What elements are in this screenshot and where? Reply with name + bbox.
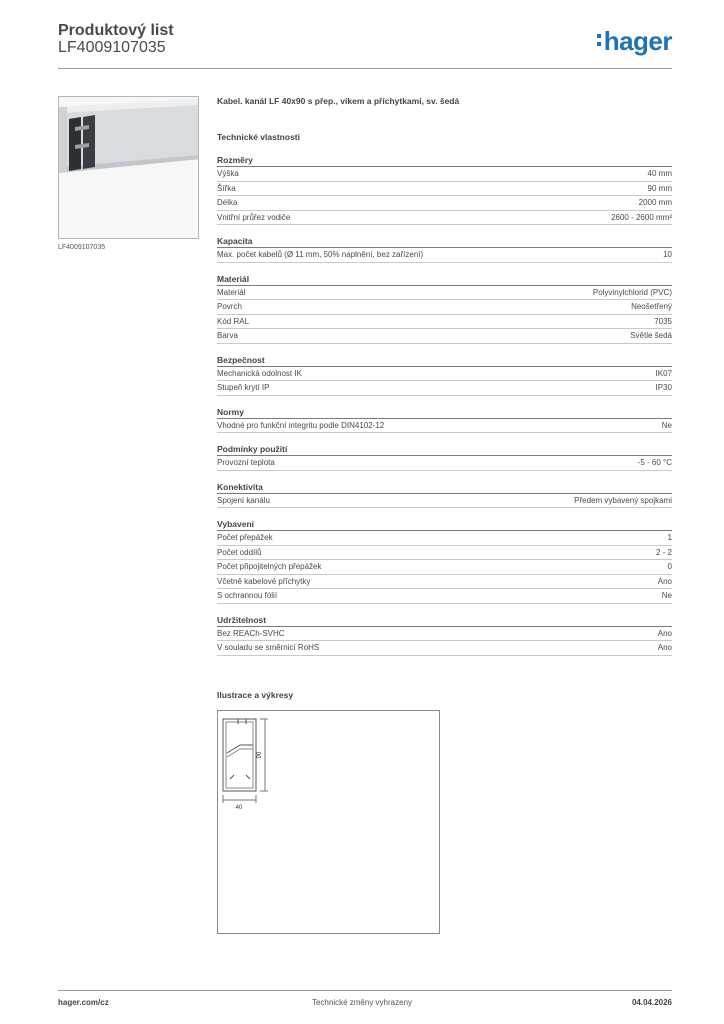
spec-value: -5 - 60 °C bbox=[637, 458, 672, 467]
spec-value: Neošetřený bbox=[631, 302, 672, 311]
spec-value: Ne bbox=[661, 591, 672, 600]
spec-label: Barva bbox=[217, 331, 238, 340]
spec-value: 2600 - 2600 mm² bbox=[611, 212, 672, 222]
spec-row bbox=[217, 589, 672, 604]
spec-value: 10 bbox=[663, 250, 672, 259]
spec-row bbox=[217, 286, 672, 301]
spec-section bbox=[217, 518, 672, 604]
spec-row bbox=[217, 627, 672, 642]
spec-section bbox=[217, 354, 672, 396]
spec-value: 2000 mm bbox=[638, 198, 672, 207]
spec-row bbox=[217, 641, 672, 656]
spec-value: 0 bbox=[667, 562, 672, 571]
spec-label: V souladu se směrnicí RoHS bbox=[217, 643, 320, 652]
spec-value: IP30 bbox=[655, 383, 672, 392]
spec-row bbox=[217, 560, 672, 575]
spec-label: Počet přepážek bbox=[217, 533, 273, 542]
spec-value: 40 mm bbox=[647, 169, 672, 178]
spec-label: Šířka bbox=[217, 183, 236, 193]
product-code: LF4009107035 bbox=[58, 39, 166, 56]
spec-row bbox=[217, 329, 672, 344]
section-title: Vybavení bbox=[217, 518, 672, 531]
photo-caption: LF4009107035 bbox=[58, 244, 106, 251]
spec-sections bbox=[217, 154, 672, 656]
spec-value: 1 bbox=[667, 533, 672, 542]
spec-label: Povrch bbox=[217, 302, 242, 311]
section-title: Bezpečnost bbox=[217, 354, 672, 367]
spec-label: S ochrannou fólií bbox=[217, 591, 278, 600]
spec-label: Počet připojitelných přepážek bbox=[217, 562, 322, 571]
section-title: Rozměry bbox=[217, 154, 672, 167]
spec-value: Ne bbox=[661, 420, 672, 430]
spec-row bbox=[217, 381, 672, 396]
product-photo bbox=[58, 96, 199, 239]
spec-label: Spojení kanálu bbox=[217, 495, 270, 505]
spec-value: 2 - 2 bbox=[655, 547, 672, 557]
footer-date: 04.04.2026 bbox=[631, 998, 672, 1007]
section-title: Konektivita bbox=[217, 481, 672, 494]
page-title: Produktový list bbox=[58, 22, 174, 39]
dim-width-label: 40 bbox=[235, 805, 243, 811]
spec-value: Světle šedá bbox=[630, 331, 672, 340]
spec-section bbox=[217, 443, 672, 471]
spec-value: Předem vybavený spojkami bbox=[574, 495, 672, 505]
specifications bbox=[217, 94, 672, 666]
spec-label: Délka bbox=[217, 198, 238, 207]
spec-value: IK07 bbox=[655, 368, 672, 378]
section-title: Materiál bbox=[217, 273, 672, 286]
footer-divider bbox=[58, 990, 672, 991]
spec-section bbox=[217, 406, 672, 434]
dim-height-label: 90 bbox=[257, 751, 263, 759]
spec-row bbox=[217, 248, 672, 263]
spec-label: Max. počet kabelů (Ø 11 mm, 50% naplnění, bez zařízení) bbox=[217, 250, 424, 259]
spec-value: Ano bbox=[657, 628, 672, 638]
spec-label: Vnitřní průřez vodiče bbox=[217, 212, 291, 222]
spec-label: Kód RAL bbox=[217, 316, 250, 326]
footer-notice: Technické změny vyhrazeny bbox=[311, 998, 413, 1007]
cable-duct-illustration bbox=[59, 97, 199, 239]
spec-row bbox=[217, 167, 672, 182]
spec-label: Bez REACh-SVHC bbox=[217, 628, 285, 638]
spec-value: Ano bbox=[657, 643, 672, 652]
spec-row bbox=[217, 494, 672, 509]
section-title: Kapacita bbox=[217, 235, 672, 248]
spec-label: Vhodné pro funkční integritu podle DIN4102-12 bbox=[217, 420, 385, 430]
spec-label: Počet oddílů bbox=[217, 547, 262, 557]
spec-section bbox=[217, 481, 672, 509]
product-name: Kabel. kanál LF 40x90 s přep., víkem a příchytkami, sv. šedá bbox=[217, 96, 460, 106]
spec-row bbox=[217, 211, 672, 226]
spec-value: 7035 bbox=[654, 316, 672, 326]
spec-row bbox=[217, 182, 672, 197]
spec-label: Výška bbox=[217, 169, 239, 178]
spec-section bbox=[217, 614, 672, 656]
spec-row bbox=[217, 575, 672, 590]
spec-row bbox=[217, 300, 672, 315]
spec-row bbox=[217, 456, 672, 471]
spec-row bbox=[217, 546, 672, 561]
logo-text: hager bbox=[603, 26, 672, 56]
spec-value: 90 mm bbox=[647, 183, 672, 193]
spec-label: Provozní teplota bbox=[217, 458, 275, 467]
technical-drawing bbox=[217, 710, 440, 934]
cross-section-drawing bbox=[218, 711, 441, 935]
logo-colon-icon bbox=[597, 34, 602, 48]
footer-website: hager.com/cz bbox=[58, 998, 109, 1007]
spec-value: Ano bbox=[657, 576, 672, 586]
section-title: Normy bbox=[217, 406, 672, 419]
spec-label: Včetně kabelové příchytky bbox=[217, 576, 311, 586]
spec-label: Mechanická odolnost IK bbox=[217, 368, 302, 378]
hager-logo bbox=[597, 26, 672, 56]
section-title: Udržitelnost bbox=[217, 614, 672, 627]
tech-properties-title: Technické vlastnosti bbox=[217, 132, 300, 142]
header-divider bbox=[58, 68, 672, 69]
spec-row bbox=[217, 196, 672, 211]
spec-value: Polyvinylchlorid (PVC) bbox=[592, 287, 672, 297]
spec-section bbox=[217, 235, 672, 263]
spec-row bbox=[217, 315, 672, 330]
spec-row bbox=[217, 419, 672, 434]
spec-row bbox=[217, 367, 672, 382]
illustrations-title: Ilustrace a výkresy bbox=[217, 690, 294, 700]
spec-label: Materiál bbox=[217, 287, 246, 297]
spec-label: Stupeň krytí IP bbox=[217, 383, 270, 392]
spec-section bbox=[217, 154, 672, 225]
spec-row bbox=[217, 531, 672, 546]
spec-section bbox=[217, 273, 672, 344]
section-title: Podmínky použití bbox=[217, 443, 672, 456]
